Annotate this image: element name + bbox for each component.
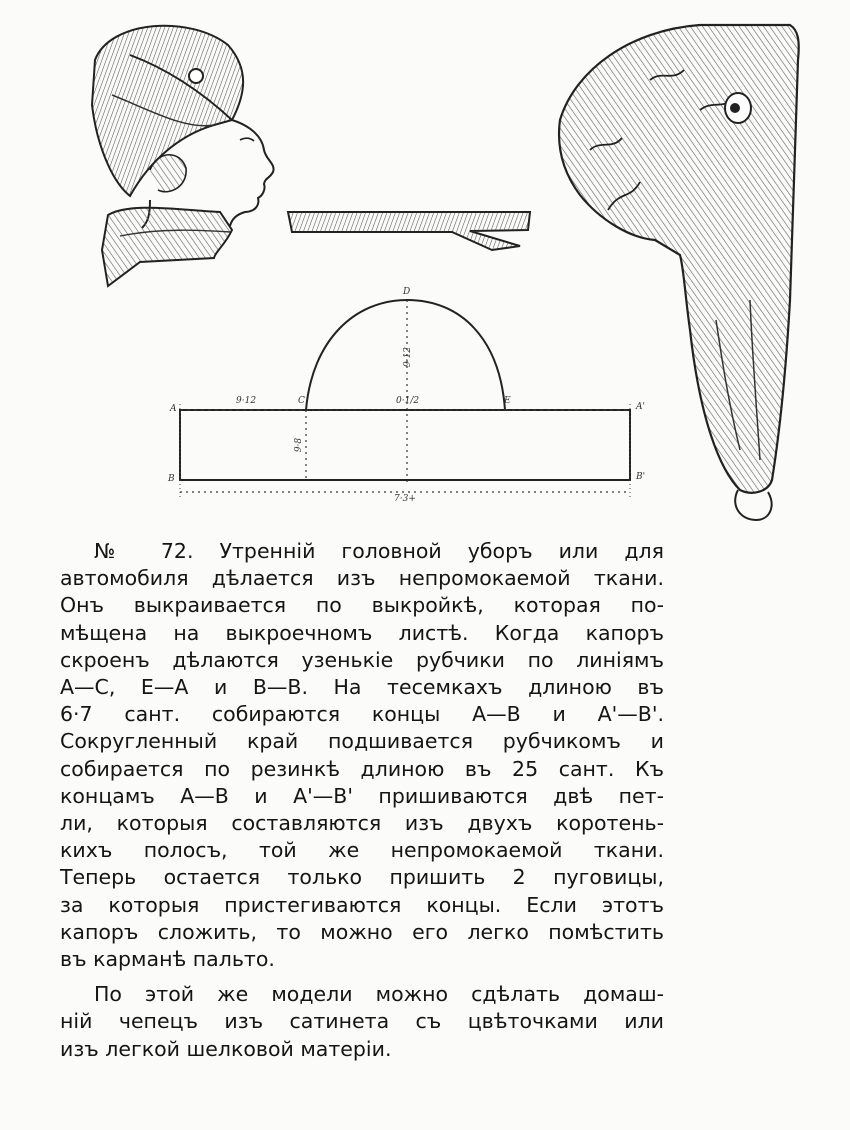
text-line: Онъ выкраивается по выкройкѣ, которая по- xyxy=(60,593,664,618)
text-line: капоръ сложить, то можно его легко помѣстить xyxy=(60,919,664,944)
pattern-label-c: C xyxy=(298,396,305,406)
pattern-label-b-right: B' xyxy=(636,472,646,482)
pattern-label-d: D xyxy=(403,287,411,297)
text-line: 6·7 сант. собираются концы А—В и А'—В'. xyxy=(60,702,664,727)
illustration xyxy=(0,0,850,530)
text-line: въ карманѣ пальто. xyxy=(60,947,275,972)
article-text xyxy=(60,538,664,1063)
text-line: ли, которыя составляются изъ двухъ коротень- xyxy=(60,811,664,836)
pattern-dim-left: 9·12 xyxy=(236,396,257,406)
text-line: Теперь остается только пришить 2 пуговицы, xyxy=(60,865,664,890)
band-strip-drawing xyxy=(288,212,530,250)
pattern-label-b-left: B xyxy=(168,474,175,484)
pattern-dim-height: 9·8 xyxy=(294,437,305,453)
text-line: кихъ полосъ, той же непромокаемой ткани. xyxy=(60,838,664,863)
text-line: собирается по резинкѣ длиною въ 25 сант. Къ xyxy=(60,756,664,781)
engraving-svg xyxy=(0,0,850,530)
text-line: автомобиля дѣлается изъ непромокаемой ткани. xyxy=(60,566,664,591)
pattern-dim-bottom: 7·3+ xyxy=(394,494,416,504)
text-line: за которыя пристегиваются концы. Если этотъ xyxy=(60,892,664,917)
pattern-dim-dome: 9·12 xyxy=(403,346,414,368)
pattern-label-a-right: A' xyxy=(636,402,645,412)
text-line: концамъ А—В и А'—В' пришиваются двѣ пет- xyxy=(60,783,664,808)
paragraph-1 xyxy=(60,538,664,973)
text-line: Сокругленный край подшивается рубчикомъ и xyxy=(60,729,664,754)
text-line: изъ легкой шелковой матеріи. xyxy=(60,1036,392,1061)
paragraph-2 xyxy=(60,981,664,1063)
text-line: ній чепецъ изъ сатинета съ цвѣточками или xyxy=(60,1009,664,1034)
pattern-dim-center: 0·1/2 xyxy=(396,396,420,406)
text-line: № 72. Утренній головной уборъ или для xyxy=(94,539,664,563)
pattern-label-e: E xyxy=(504,396,511,406)
text-line: мѣщена на выкроечномъ листѣ. Когда капоръ xyxy=(60,620,664,645)
text-line: По этой же модели можно сдѣлать домаш- xyxy=(94,982,664,1007)
pattern-label-a-left: A xyxy=(170,404,177,414)
folded-hood-drawing xyxy=(559,25,799,520)
text-line: А—С, Е—А и В—В. На тесемкахъ длиною въ xyxy=(60,675,664,700)
woman-head-drawing xyxy=(92,26,274,286)
text-line: скроенъ дѣлаются узенькіе рубчики по линіямъ xyxy=(60,647,664,672)
